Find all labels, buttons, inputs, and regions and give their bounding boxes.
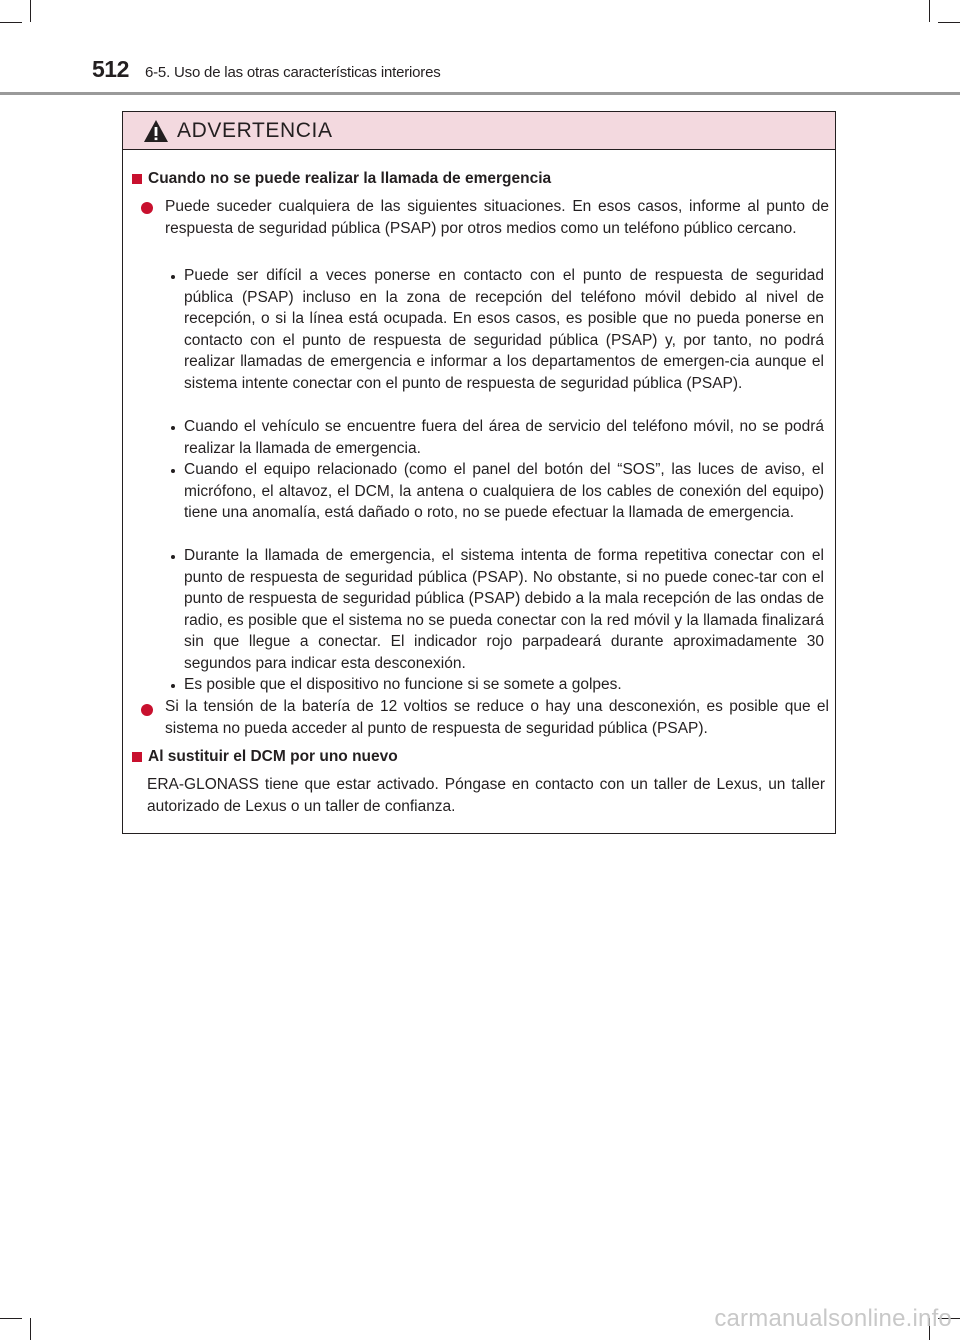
crop-mark bbox=[929, 0, 930, 22]
square-bullet-icon bbox=[132, 752, 142, 762]
list-item: Cuando el vehículo se encuentre fuera del área de servicio del teléfono móvil, no se podrá realizar la llamada de emergencia. bbox=[184, 418, 824, 457]
section-heading-dcm bbox=[132, 748, 398, 766]
header-rule bbox=[0, 92, 960, 95]
item-text: Puede suceder cualquiera de las siguientes situaciones. En esos casos, informe al punto de respuesta de seguridad pública (PSAP) por otros medios como un teléfono público cercano. bbox=[165, 198, 829, 237]
circle-bullet-icon bbox=[141, 704, 153, 716]
square-bullet-icon bbox=[132, 174, 142, 184]
bullet-dot-icon bbox=[171, 426, 175, 430]
crop-mark bbox=[0, 1318, 22, 1319]
crop-mark bbox=[938, 22, 960, 23]
list-item: Es posible que el dispositivo no funcione si se somete a golpes. bbox=[184, 676, 622, 693]
section-heading-emergency bbox=[132, 170, 551, 188]
section-heading-text: Al sustituir el DCM por uno nuevo bbox=[148, 748, 398, 765]
bullet-dot-icon bbox=[171, 275, 175, 279]
section-title: 6-5. Uso de las otras características interiores bbox=[145, 64, 441, 81]
item-text: Si la tensión de la batería de 12 voltios se reduce o hay una desconexión, es posible que el sistema no pueda acceder al punto de respuesta de seguridad pública (PSAP). bbox=[165, 698, 829, 737]
crop-mark bbox=[0, 22, 22, 23]
warning-title: ADVERTENCIA bbox=[177, 118, 333, 142]
bullet-dot-icon bbox=[171, 469, 175, 473]
section-text: ERA-GLONASS tiene que estar activado. Póngase en contacto con un taller de Lexus, un taller autorizado de Lexus o un taller de confianza. bbox=[147, 776, 825, 815]
crop-mark bbox=[30, 0, 31, 22]
circle-bullet-icon bbox=[141, 202, 153, 214]
warning-header bbox=[123, 112, 835, 150]
bullet-dot-icon bbox=[171, 684, 175, 688]
warning-triangle-icon bbox=[143, 119, 169, 143]
page-number: 512 bbox=[92, 56, 129, 82]
section-heading-text: Cuando no se puede realizar la llamada de emergencia bbox=[148, 170, 552, 187]
bullet-dot-icon bbox=[171, 555, 175, 559]
watermark: carmanualsonline.info bbox=[714, 1305, 952, 1332]
warning-box bbox=[122, 111, 836, 834]
list-item: Durante la llamada de emergencia, el sistema intenta de forma repetitiva conectar con el punto de respuesta de seguridad pública (PSAP). No obstante, si no puede conec-tar con el punto de respuesta de seguridad pública (PSAP) debido a la mala recepción de las ondas de radio, es posible que el sistema no se pueda conectar con la red móvil y la llamada finalizará sin que llegue a conectar. El indicador rojo parpadeará durante aproximadamente 30 segundos para indicar esta desconexión. bbox=[184, 547, 824, 672]
crop-mark bbox=[30, 1318, 31, 1340]
list-item: Cuando el equipo relacionado (como el panel del botón del “SOS”, las luces de aviso, el micrófono, el altavoz, el DCM, la antena o cualquiera de los cables de conexión del equipo) tiene una anomalía, está dañado o roto, no se puede efectuar la llamada de emergencia. bbox=[184, 461, 824, 521]
list-item: Puede ser difícil a veces ponerse en contacto con el punto de respuesta de seguridad pública (PSAP) incluso en la zona de recepción del teléfono móvil debido al nivel de recepción, o si la línea está ocupada. En esos casos, es posible que no pueda ponerse en contacto con el punto de respuesta de seguridad pública (PSAP) y, por tanto, no podrá realizar llamadas de emergencia e informar a los departamentos de emergen-cia aunque el sistema intente conectar con el punto de respuesta de seguridad pública (PSAP). bbox=[184, 267, 824, 392]
